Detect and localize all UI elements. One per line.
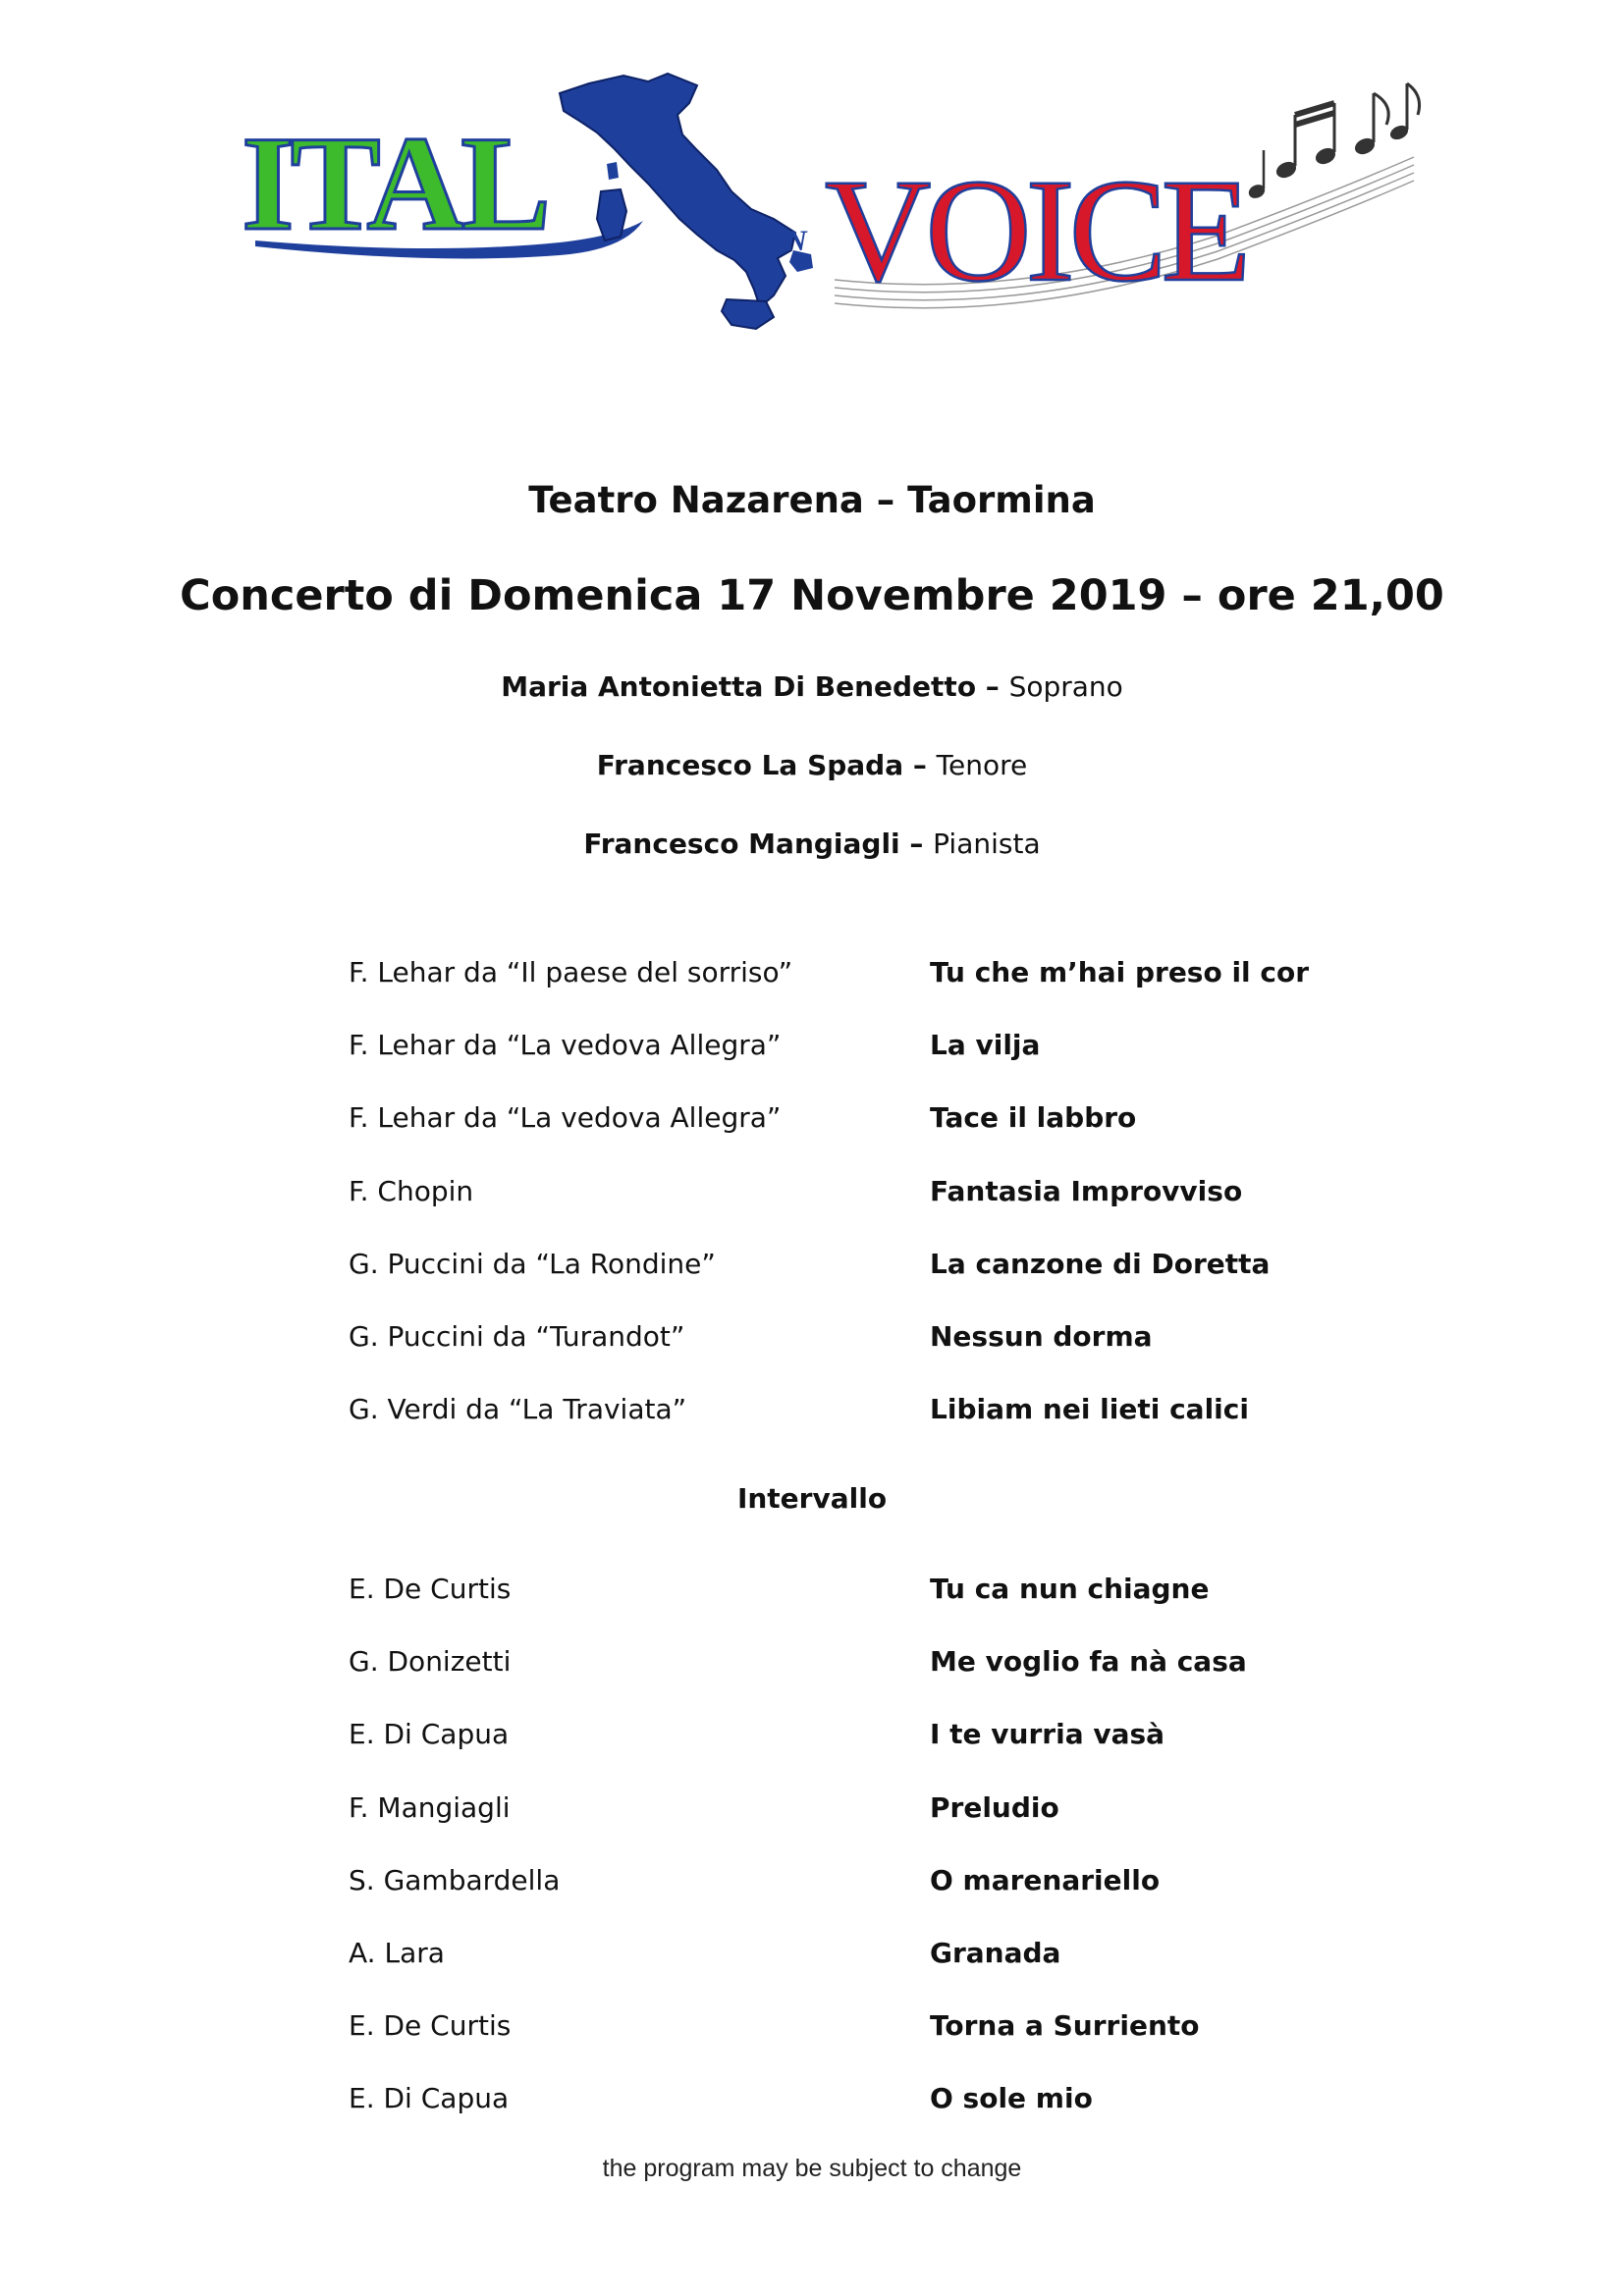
performer-role: Pianista [933,828,1041,860]
composer: E. Di Capua [349,2082,510,2115]
composer: F. Lehar da “La vedova Allegra” [349,1029,782,1062]
program-row [349,1393,1330,1466]
program-row [349,1791,1330,1864]
composer: F. Chopin [349,1174,474,1207]
composer: E. De Curtis [349,1573,512,1605]
program-row [349,1937,1330,2009]
intermission-label: Intervallo [736,1482,888,1515]
program-row [349,2009,1330,2082]
composer: E. Di Capua [349,1718,510,1751]
music-notes-icon [1247,83,1419,200]
performer-name: Francesco La Spada [596,749,904,781]
piece-title: Tu che m’hai preso il cor [930,956,1310,988]
composer: S. Gambardella [349,1863,561,1896]
program-row [349,1101,1330,1174]
italy-map-icon [560,74,813,329]
composer: G. Puccini da “La Rondine” [349,1247,716,1280]
piece-title: Tace il labbro [930,1101,1137,1135]
program-row [349,1864,1330,1937]
composer: A. Lara [349,1936,445,1969]
program-row [349,2082,1330,2155]
performer-pianist [0,828,1624,860]
performer-separator: – [976,670,1009,703]
performer-role: Soprano [1008,670,1123,703]
performer-separator: – [899,828,934,860]
piece-title: Granada [930,1936,1061,1969]
italnvoice-logo [236,54,1424,348]
program-row [349,1248,1330,1320]
program-row [349,1573,1330,1645]
composer: G. Donizetti [349,1645,512,1679]
piece-title: La canzone di Doretta [930,1247,1271,1280]
performer-separator: – [903,749,937,781]
performer-tenor [0,749,1624,781]
composer: G. Puccini da “Turandot” [349,1319,685,1353]
program-row [349,1175,1330,1248]
program-row [349,1645,1330,1718]
program-row [349,1718,1330,1790]
piece-title: Nessun dorma [930,1319,1153,1353]
performer-role: Tenore [936,749,1028,781]
concert-title: Concerto di Domenica 17 Novembre 2019 – ore 21,00 [180,571,1444,620]
program-row [349,956,1330,1029]
logo-word-ital: ITAL [242,108,548,258]
piece-title: I te vurria vasà [930,1718,1165,1751]
performer-name: Francesco Mangiagli [583,828,900,860]
program-part-1 [349,956,1330,1466]
composer: F. Lehar da “La vedova Allegra” [349,1101,782,1135]
composer: F. Lehar da “Il paese del sorriso” [349,956,793,988]
composer: F. Mangiagli [349,1790,511,1824]
piece-title: Preludio [930,1790,1059,1824]
logo-word-n: N [785,225,807,257]
venue-title: Teatro Nazarena – Taormina [528,479,1096,521]
composer: E. De Curtis [349,2009,512,2043]
piece-title: Torna a Surriento [930,2009,1200,2043]
piece-title: Fantasia Improvviso [930,1174,1243,1207]
program-row [349,1320,1330,1393]
performer-soprano [0,670,1624,703]
piece-title: O marenariello [930,1863,1161,1896]
logo-word-voice: VOICE [825,149,1246,312]
program-row [349,1029,1330,1101]
performer-name: Maria Antonietta Di Benedetto [501,670,977,703]
footnote: the program may be subject to change [602,2155,1022,2182]
piece-title: O sole mio [930,2082,1093,2115]
composer: G. Verdi da “La Traviata” [349,1393,687,1426]
piece-title: Me voglio fa nà casa [930,1645,1247,1679]
piece-title: Libiam nei lieti calici [930,1393,1249,1426]
piece-title: La vilja [930,1029,1041,1062]
program-part-2 [349,1573,1330,2156]
piece-title: Tu ca nun chiagne [930,1573,1210,1605]
